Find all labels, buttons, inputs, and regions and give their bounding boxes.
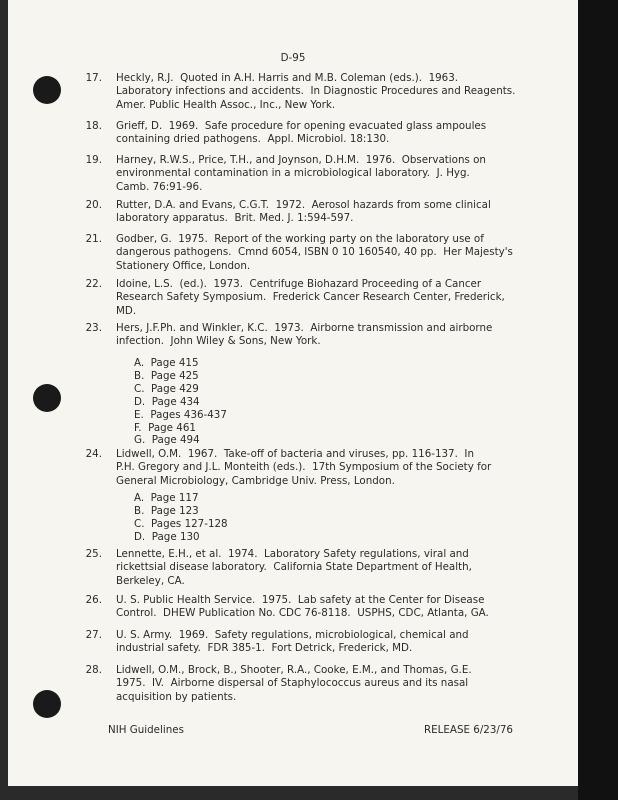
reference-number: 24. [85, 448, 102, 460]
reference-line: Rutter, D.A. and Evans, C.G.T. 1972. Aerosol hazards from some clinical [116, 199, 491, 211]
reference-line: rickettsial disease laboratory. California State Department of Health, [116, 561, 472, 574]
reference-line: Hers, J.F.Ph. and Winkler, K.C. 1973. Airborne transmission and airborne [116, 322, 493, 334]
reference-line: Amer. Public Health Assoc., Inc., New York. [116, 98, 336, 111]
reference-line: industrial safety. FDR 385-1. Fort Detrick, Frederick, MD. [116, 642, 413, 655]
reference-number: 25. [85, 548, 102, 560]
footer-title: NIH Guidelines [108, 724, 184, 736]
reference-line: Control. DHEW Publication No. CDC 76-8118. USPHS, CDC, Atlanta, GA. [116, 607, 489, 620]
reference-line: infection. John Wiley & Sons, New York. [116, 335, 321, 348]
reference-line: U. S. Army. 1969. Safety regulations, microbiological, chemical and [116, 629, 469, 641]
reference-number: 20. [85, 199, 102, 211]
binder-edge [578, 0, 618, 800]
reference-line: Heckly, R.J. Quoted in A.H. Harris and M.B. Coleman (eds.). 1963. [116, 72, 459, 84]
binder-hole [33, 76, 61, 104]
page-sublist-item: C. Pages 127-128 [134, 517, 228, 530]
binder-hole [33, 384, 61, 412]
reference-line: Lidwell, O.M., Brock, B., Shooter, R.A., Cooke, E.M., and Thomas, G.E. [116, 664, 472, 676]
page-sublist-item: D. Page 434 [134, 395, 200, 408]
reference-line: U. S. Public Health Service. 1975. Lab safety at the Center for Disease [116, 594, 485, 606]
reference-line: Stationery Office, London. [116, 259, 251, 272]
reference-line: dangerous pathogens. Cmnd 6054, ISBN 0 10 160540, 40 pp. Her Majesty's [116, 246, 513, 259]
reference-number: 19. [85, 154, 102, 166]
page-sublist-item: A. Page 117 [134, 492, 199, 504]
page-number: D-95 [280, 52, 306, 64]
reference-number: 26. [85, 594, 102, 606]
reference-line: Lennette, E.H., et al. 1974. Laboratory Safety regulations, viral and [116, 548, 469, 560]
page-sublist-item: E. Pages 436-437 [134, 408, 227, 421]
page-sublist-item: G. Page 494 [134, 434, 200, 447]
reference-number: 22. [85, 278, 102, 290]
reference-line: Research Safety Symposium. Frederick Cancer Research Center, Frederick, [116, 291, 505, 304]
reference-number: 21. [85, 233, 102, 245]
reference-line: laboratory apparatus. Brit. Med. J. 1:594-597. [116, 212, 354, 225]
page-sublist-item: A. Page 415 [134, 357, 199, 369]
page-sublist-item: B. Page 123 [134, 504, 199, 517]
binder-hole [33, 690, 61, 718]
reference-line: Godber, G. 1975. Report of the working party on the laboratory use of [116, 233, 484, 245]
reference-line: MD. [116, 304, 137, 317]
page-sublist-item: F. Page 461 [134, 421, 196, 434]
reference-line: Lidwell, O.M. 1967. Take-off of bacteria and viruses, pp. 116-137. In [116, 448, 474, 460]
reference-line: Harney, R.W.S., Price, T.H., and Joynson, D.H.M. 1976. Observations on [116, 154, 486, 166]
reference-number: 23. [85, 322, 102, 334]
footer-release: RELEASE 6/23/76 [424, 724, 513, 736]
reference-number: 18. [85, 120, 102, 132]
reference-line: Berkeley, CA. [116, 574, 185, 587]
reference-line: containing dried pathogens. Appl. Microbiol. 18:130. [116, 133, 390, 146]
reference-number: 27. [85, 629, 102, 641]
reference-line: environmental contamination in a microbiological laboratory. J. Hyg. [116, 167, 470, 180]
page-sublist-item: B. Page 425 [134, 369, 199, 382]
reference-line: Grieff, D. 1969. Safe procedure for opening evacuated glass ampoules [116, 120, 487, 132]
document-page [8, 0, 578, 786]
reference-line: 1975. IV. Airborne dispersal of Staphylococcus aureus and its nasal [116, 677, 469, 690]
page-sublist-item: D. Page 130 [134, 530, 200, 543]
reference-line: Camb. 76:91-96. [116, 180, 203, 193]
reference-number: 28. [85, 664, 102, 676]
reference-line: Laboratory infections and accidents. In Diagnostic Procedures and Reagents. [116, 85, 516, 98]
reference-line: acquisition by patients. [116, 690, 237, 703]
reference-line: P.H. Gregory and J.L. Monteith (eds.). 17th Symposium of the Society for [116, 461, 492, 474]
page-sublist-item: C. Page 429 [134, 382, 199, 395]
reference-line: Idoine, L.S. (ed.). 1973. Centrifuge Biohazard Proceeding of a Cancer [116, 278, 482, 290]
reference-number: 17. [85, 72, 102, 84]
reference-line: General Microbiology, Cambridge Univ. Press, London. [116, 474, 395, 487]
